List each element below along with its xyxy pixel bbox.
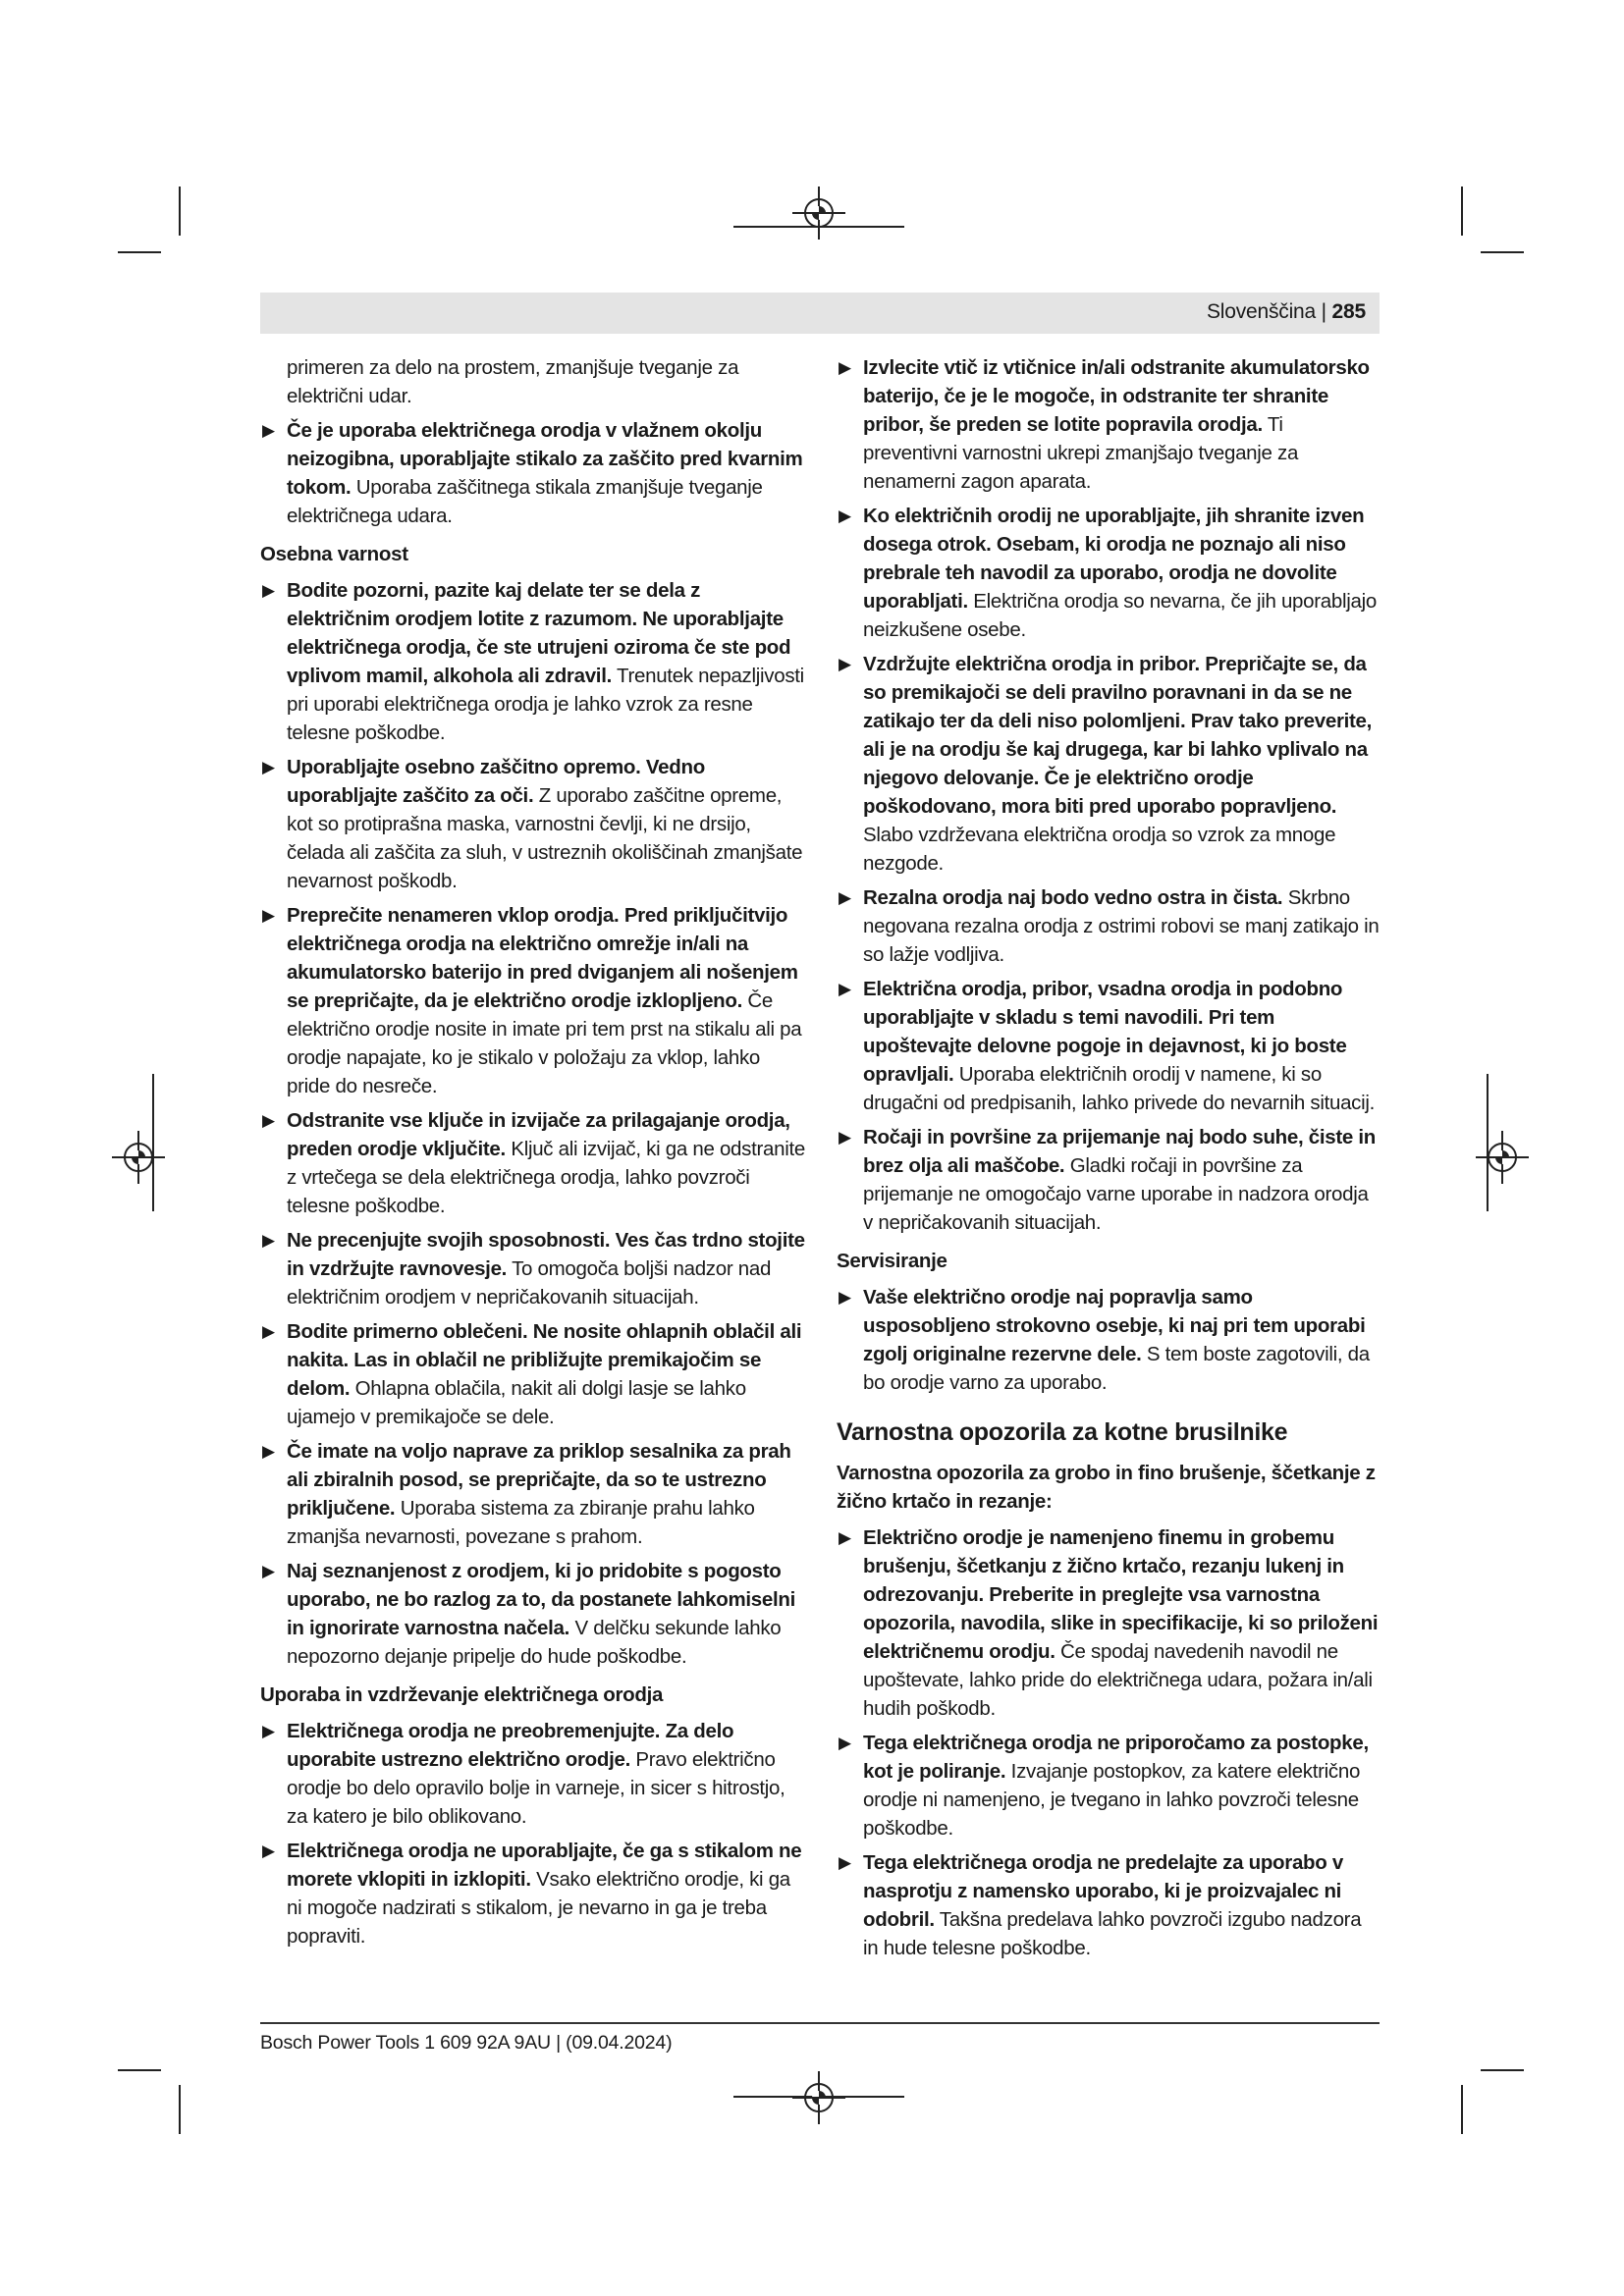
instruction-bold: Preprečite nenameren vklop orodja. Pred priključitvijo električnega orodja na električno omrežje in/ali na akumulatorsko baterijo in pred dviganjem ali nošenjem se prepričajte, da je električno orodje izklopljeno. bbox=[287, 904, 798, 1012]
instruction-text: Če spodaj navedenih navodil ne upoštevate, lahko pride do električnega udara, požara in/ali hudih poškodb. bbox=[863, 1640, 1373, 1720]
instruction-bold: Če imate na voljo naprave za priklop sesalnika za prah ali zbiralnih posod, se prepričajte, da so te ustrezno priključene. bbox=[287, 1440, 791, 1520]
instruction-text: Pravo električno orodje bo delo opravilo bolje in varneje, in sicer s hitrostjo, za katero je bilo oblikovano. bbox=[287, 1748, 785, 1828]
registration-mark-icon bbox=[124, 1143, 153, 1172]
instruction-text: V delčku sekunde lahko nepozorno dejanje pripelje do hude poškodbe. bbox=[287, 1617, 782, 1668]
bullet-arrow-icon: ▶ bbox=[262, 581, 275, 600]
safety-instruction bbox=[260, 1317, 805, 1431]
subsection-heading: Varnostna opozorila za grobo in fino brušenje, ščetkanje z žično krtačo in rezanje: bbox=[837, 1462, 1376, 1513]
crop-mark bbox=[179, 2085, 181, 2134]
crop-mark bbox=[179, 187, 181, 236]
header-title bbox=[1207, 300, 1366, 324]
instruction-bold: Če je uporaba električnega orodja v vlažnem okolju neizogibna, uporabljajte stikalo za zaščito pred kvarnim tokom. bbox=[287, 419, 803, 499]
bullet-arrow-icon: ▶ bbox=[262, 758, 275, 776]
bullet-arrow-icon: ▶ bbox=[839, 358, 851, 377]
registration-mark-icon bbox=[1488, 1143, 1517, 1172]
subsection-heading: Uporaba in vzdrževanje električnega orodja bbox=[260, 1683, 664, 1706]
instruction-text: Ključ ali izvijač, ki ga ne odstranite z vrtečega se dela električnega orodja, lahko povzroči telesne poškodbe. bbox=[287, 1138, 805, 1217]
instruction-text: Trenutek nepazljivosti pri uporabi električnega orodja je lahko vzrok za resne telesne poškodbe. bbox=[287, 665, 804, 744]
crop-mark bbox=[1481, 2069, 1524, 2071]
instruction-bold: Električnega orodja ne preobremenjujte. Za delo uporabite ustrezno električno orodje. bbox=[287, 1720, 734, 1771]
instruction-text: Uporaba zaščitnega stikala zmanjšuje tveganje električnega udara. bbox=[287, 476, 763, 527]
bullet-arrow-icon: ▶ bbox=[262, 1562, 275, 1580]
instruction-text: Z uporabo zaščitne opreme, kot so protiprašna maska, varnostni čevlji, ki ne drsijo, čelada ali zaščita za sluh, v ustreznih okoliščinah zmanjšate nevarnost poškodb. bbox=[287, 784, 803, 892]
header-language: Slovenščina bbox=[1206, 300, 1316, 323]
left-column bbox=[260, 353, 805, 1956]
safety-instruction bbox=[837, 1283, 1381, 1397]
instruction-bold: Uporabljajte osebno zaščitno opremo. Vedno uporabljajte zaščito za oči. bbox=[287, 756, 705, 807]
paragraph: primeren za delo na prostem, zmanjšuje tveganje za električni udar. bbox=[287, 356, 739, 407]
safety-instruction bbox=[837, 975, 1381, 1117]
instruction-bold: Električno orodje je namenjeno finemu in grobemu brušenju, ščetkanju z žično krtačo, rezanju lukenj in odrezovanju. Preberite in preglejte vsa varnostna opozorila, navodila, slike in specifikacije, ki so priloženi električnemu orodju. bbox=[863, 1526, 1379, 1663]
bullet-arrow-icon: ▶ bbox=[839, 1128, 851, 1147]
safety-instruction bbox=[260, 753, 805, 895]
page-header bbox=[260, 293, 1380, 334]
bullet-arrow-icon: ▶ bbox=[262, 906, 275, 925]
instruction-bold: Rezalna orodja naj bodo vedno ostra in čista. bbox=[863, 886, 1283, 909]
crop-mark bbox=[1461, 2085, 1463, 2134]
instruction-text: Uporaba sistema za zbiranje prahu lahko zmanjša nevarnosti, povezane s prahom. bbox=[287, 1497, 755, 1548]
bullet-arrow-icon: ▶ bbox=[839, 1528, 851, 1547]
instruction-text: Če električno orodje nosite in imate pri tem prst na stikalu ali pa orodje napajate, ko je stikalo v položaju za vklop, lahko pride do nesreče. bbox=[287, 989, 802, 1097]
instruction-bold: Vaše električno orodje naj popravlja samo usposobljeno strokovno osebje, ki naj pri tem uporabi zgolj originalne rezervne dele. bbox=[863, 1286, 1366, 1365]
safety-instruction bbox=[260, 1437, 805, 1551]
instruction-text: Izvajanje postopkov, za katere električno orodje ni namenjeno, je tvegano in lahko povzroči telesne poškodbe. bbox=[863, 1760, 1361, 1840]
safety-instruction bbox=[260, 416, 805, 530]
bullet-arrow-icon: ▶ bbox=[839, 980, 851, 998]
instruction-bold: Ko električnih orodij ne uporabljajte, jih shranite izven dosega otrok. Osebam, ki orodja ne poznajo ali niso prebrale teh navodil za uporabo, orodja ne dovolite uporabljati. bbox=[863, 505, 1365, 613]
instruction-bold: Električnega orodja ne uporabljajte, če ga s stikalom ne morete vklopiti in izklopiti. bbox=[287, 1840, 802, 1891]
footer: Bosch Power Tools 1 609 92A 9AU | (09.04.2024) bbox=[260, 2032, 673, 2054]
safety-instruction bbox=[260, 1837, 805, 1950]
registration-mark-icon bbox=[804, 2083, 834, 2112]
instruction-text: To omogoča boljši nadzor nad električnim orodjem v nepričakovanih situacijah. bbox=[287, 1257, 772, 1308]
safety-instruction bbox=[260, 901, 805, 1100]
instruction-bold: Ročaji in površine za prijemanje naj bodo suhe, čiste in brez olja ali maščobe. bbox=[863, 1126, 1377, 1177]
bullet-arrow-icon: ▶ bbox=[839, 888, 851, 907]
instruction-text: Električna orodja so nevarna, če jih uporabljajo neizkušene osebe. bbox=[863, 590, 1377, 641]
safety-instruction bbox=[837, 1729, 1381, 1842]
bullet-arrow-icon: ▶ bbox=[262, 1111, 275, 1130]
crop-mark bbox=[1487, 1074, 1489, 1211]
subsection-heading: Osebna varnost bbox=[260, 543, 408, 565]
bullet-arrow-icon: ▶ bbox=[262, 1722, 275, 1740]
crop-mark bbox=[152, 1074, 154, 1211]
safety-instruction bbox=[260, 1717, 805, 1831]
header-separator: | bbox=[1321, 300, 1326, 323]
section-heading: Varnostna opozorila za kotne brusilnike bbox=[837, 1418, 1288, 1446]
registration-mark-icon bbox=[804, 198, 834, 228]
instruction-text: Takšna predelava lahko povzroči izgubo nadzora in hude telesne poškodbe. bbox=[863, 1908, 1362, 1959]
instruction-text: Vsako električno orodje, ki ga ni mogoče nadzirati s stikalom, je nevarno in ga je treba popraviti. bbox=[287, 1868, 790, 1948]
bullet-arrow-icon: ▶ bbox=[262, 1322, 275, 1341]
instruction-bold: Odstranite vse ključe in izvijače za prilagajanje orodja, preden orodje vključite. bbox=[287, 1109, 790, 1160]
page-number: 285 bbox=[1331, 300, 1366, 323]
safety-instruction bbox=[260, 1226, 805, 1311]
bullet-arrow-icon: ▶ bbox=[839, 655, 851, 673]
safety-instruction bbox=[260, 1106, 805, 1220]
safety-instruction bbox=[260, 576, 805, 747]
safety-instruction bbox=[837, 353, 1381, 496]
bullet-arrow-icon: ▶ bbox=[839, 1734, 851, 1752]
instruction-bold: Izvlecite vtič iz vtičnice in/ali odstranite akumulatorsko baterijo, če je le mogoče, in odstranite ter shranite pribor, še preden se lotite popravila orodja. bbox=[863, 356, 1370, 436]
subsection-heading: Servisiranje bbox=[837, 1250, 947, 1272]
bullet-arrow-icon: ▶ bbox=[262, 421, 275, 440]
bullet-arrow-icon: ▶ bbox=[839, 507, 851, 525]
bullet-arrow-icon: ▶ bbox=[262, 1842, 275, 1860]
safety-instruction bbox=[837, 1848, 1381, 1962]
crop-mark bbox=[1461, 187, 1463, 236]
instruction-text: Slabo vzdrževana električna orodja so vzrok za mnoge nezgode. bbox=[863, 824, 1336, 875]
crop-mark bbox=[1481, 251, 1524, 253]
instruction-bold: Tega električnega orodja ne priporočamo za postopke, kot je poliranje. bbox=[863, 1732, 1369, 1783]
instruction-bold: Vzdržujte električna orodja in pribor. Prepričajte se, da so premikajoči se deli pravilno poravnani in da se ne zatikajo ter da deli niso polomljeni. Prav tako preverite, ali je na orodju še kaj drugega, kar bi lahko vplivalo na njegovo delovanje. Če je električno orodje poškodovano, mora biti pred uporabo popravljeno. bbox=[863, 653, 1373, 818]
instruction-text: Skrbno negovana rezalna orodja z ostrimi robovi se manj zatikajo in so lažje vodljiva. bbox=[863, 886, 1380, 966]
safety-instruction bbox=[837, 1523, 1381, 1723]
bullet-arrow-icon: ▶ bbox=[839, 1288, 851, 1307]
right-column bbox=[837, 353, 1381, 1968]
safety-instruction bbox=[837, 883, 1381, 969]
instruction-text: Ohlapna oblačila, nakit ali dolgi lasje se lahko ujamejo v premikajoče se dele. bbox=[287, 1377, 746, 1428]
instruction-bold: Električna orodja, pribor, vsadna orodja in podobno uporabljajte v skladu s temi navodili. Pri tem upoštevajte delovne pogoje in dejavnost, ki jo boste opravljali. bbox=[863, 978, 1347, 1086]
instruction-bold: Ne precenjujte svojih sposobnosti. Ves čas trdno stojite in vzdržujte ravnovesje. bbox=[287, 1229, 805, 1280]
instruction-text: S tem boste zagotovili, da bo orodje varno za uporabo. bbox=[863, 1343, 1370, 1394]
instruction-bold: Naj seznanjenost z orodjem, ki jo pridobite s pogosto uporabo, ne bo razlog za to, da postanete lahkomiselni in ignorirate varnostna načela. bbox=[287, 1560, 796, 1639]
safety-instruction bbox=[837, 650, 1381, 878]
instruction-bold: Bodite primerno oblečeni. Ne nosite ohlapnih oblačil ali nakita. Las in oblačil ne približujte premikajočim se delom. bbox=[287, 1320, 802, 1400]
safety-instruction bbox=[260, 1557, 805, 1671]
instruction-text: Ti preventivni varnostni ukrepi zmanjšajo tveganje za nenamerni zagon aparata. bbox=[863, 413, 1299, 493]
bullet-arrow-icon: ▶ bbox=[839, 1853, 851, 1872]
footer-divider bbox=[260, 2022, 1380, 2024]
instruction-bold: Tega električnega orodja ne predelajte za uporabo v nasprotju z namensko uporabo, ki je proizvajalec ni odobril. bbox=[863, 1851, 1343, 1931]
bullet-arrow-icon: ▶ bbox=[262, 1442, 275, 1461]
safety-instruction bbox=[837, 1123, 1381, 1237]
safety-instruction bbox=[837, 502, 1381, 644]
bullet-arrow-icon: ▶ bbox=[262, 1231, 275, 1250]
instruction-text: Gladki ročaji in površine za prijemanje ne omogočajo varne uporabe in nadzora orodja v nepričakovanih situacijah. bbox=[863, 1154, 1369, 1234]
instruction-bold: Bodite pozorni, pazite kaj delate ter se dela z električnim orodjem lotite z razumom. Ne uporabljajte električnega orodja, če ste utrujeni oziroma če ste pod vplivom mamil, alkohola ali zdravil. bbox=[287, 579, 791, 687]
crop-mark bbox=[118, 251, 161, 253]
instruction-text: Uporaba električnih orodij v namene, ki so drugačni od predpisanih, lahko privede do nevarnih situacij. bbox=[863, 1063, 1376, 1114]
crop-mark bbox=[118, 2069, 161, 2071]
